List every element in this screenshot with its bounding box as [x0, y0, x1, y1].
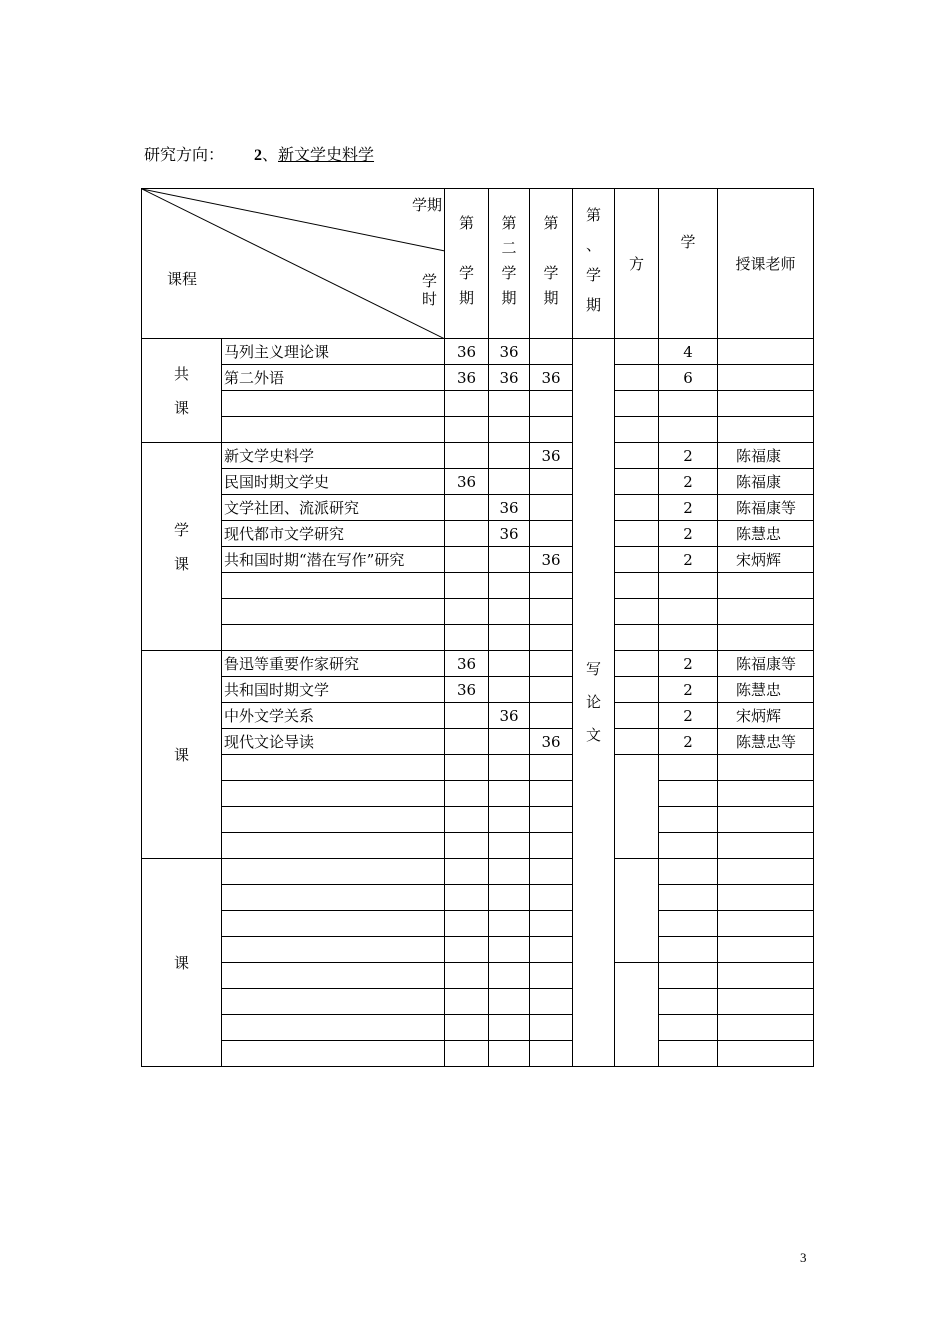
semester-2-hours-cell: 36 — [489, 495, 530, 521]
teacher-cell — [718, 1041, 814, 1067]
table-row — [142, 391, 814, 417]
table-row — [142, 859, 814, 885]
semester-1-hours-cell — [445, 703, 489, 729]
course-name-cell — [222, 833, 445, 859]
course-name-cell — [222, 573, 445, 599]
method-cell — [615, 651, 659, 677]
semester-2-hours-cell — [489, 859, 530, 885]
method-cell — [615, 859, 659, 963]
course-name-cell — [222, 625, 445, 651]
h-sem3-char: 期 — [543, 288, 559, 307]
h-sem2-char: 二 — [501, 238, 517, 257]
semester-3-hours-cell — [530, 417, 573, 443]
credit-cell — [659, 417, 718, 443]
table-row — [142, 703, 814, 729]
teacher-cell — [718, 781, 814, 807]
credit-cell — [659, 807, 718, 833]
teacher-cell — [718, 911, 814, 937]
teacher-cell — [718, 885, 814, 911]
semester-2-hours-cell — [489, 677, 530, 703]
h-sem2-char: 学 — [501, 263, 517, 282]
credit-cell — [659, 833, 718, 859]
semester-2-hours-cell — [489, 781, 530, 807]
credit-cell — [659, 1041, 718, 1067]
semester-2-hours-cell — [489, 807, 530, 833]
course-name-cell — [222, 599, 445, 625]
teacher-cell — [718, 859, 814, 885]
h-sem1-char: 期 — [458, 288, 474, 307]
credit-cell — [659, 859, 718, 885]
h-sem4-char: 学 — [585, 265, 601, 284]
course-name-cell — [222, 859, 445, 885]
credit-cell — [659, 573, 718, 599]
semester-1-hours-cell — [445, 755, 489, 781]
diagonal-header-cell — [142, 189, 445, 339]
semester-1-hours-cell — [445, 989, 489, 1015]
table-row — [142, 963, 814, 989]
semester-2-hours-cell: 36 — [489, 339, 530, 365]
semester-2-hours-cell — [489, 989, 530, 1015]
table-row — [142, 833, 814, 859]
semester-1-hours-cell — [445, 495, 489, 521]
semester-1-hours-cell — [445, 547, 489, 573]
semester-1-hours-cell — [445, 911, 489, 937]
semester-3-hours-cell — [530, 703, 573, 729]
semester-2-hours-cell — [489, 755, 530, 781]
method-cell — [615, 703, 659, 729]
method-cell — [615, 677, 659, 703]
table-row — [142, 911, 814, 937]
teacher-cell — [718, 833, 814, 859]
diagonal-lines — [142, 189, 445, 339]
teacher-cell: 陈福康 — [718, 443, 814, 469]
credit-cell — [659, 885, 718, 911]
semester-2-hours-cell — [489, 1015, 530, 1041]
page-number: 3 — [800, 1250, 807, 1265]
teacher-cell — [718, 391, 814, 417]
semester-1-hours-cell — [445, 1015, 489, 1041]
semester-3-hours-cell — [530, 807, 573, 833]
table-row — [142, 989, 814, 1015]
semester-3-hours-cell — [530, 573, 573, 599]
credit-cell — [659, 1015, 718, 1041]
header-semester-3 — [530, 189, 573, 339]
table-row — [142, 755, 814, 781]
semester-2-hours-cell: 36 — [489, 521, 530, 547]
credit-cell — [659, 963, 718, 989]
credit-cell: 2 — [659, 495, 718, 521]
semester-1-hours-cell — [445, 807, 489, 833]
method-cell — [615, 963, 659, 1067]
h-sem2-char: 第 — [501, 213, 517, 232]
table-row — [142, 599, 814, 625]
credit-cell — [659, 391, 718, 417]
category-char: 课 — [173, 953, 189, 972]
teacher-cell — [718, 989, 814, 1015]
teacher-cell — [718, 963, 814, 989]
teacher-cell: 宋炳辉 — [718, 547, 814, 573]
table-row — [142, 677, 814, 703]
semester-1-hours-cell — [445, 729, 489, 755]
thesis-char: 文 — [585, 726, 601, 744]
semester-1-hours-cell — [445, 521, 489, 547]
course-name-cell: 共和国时期文学 — [222, 677, 445, 703]
method-cell — [615, 729, 659, 755]
credit-cell: 6 — [659, 365, 718, 391]
table-row — [142, 781, 814, 807]
course-name-cell: 中外文学关系 — [222, 703, 445, 729]
semester-2-hours-cell — [489, 625, 530, 651]
corner-label-hours-2: 时 — [422, 290, 438, 308]
course-name-cell: 第二外语 — [222, 365, 445, 391]
teacher-cell: 陈慧忠 — [718, 521, 814, 547]
method-cell — [615, 339, 659, 365]
table-row — [142, 807, 814, 833]
credit-cell — [659, 755, 718, 781]
semester-1-hours-cell — [445, 833, 489, 859]
category-char: 课 — [173, 554, 189, 573]
semester-3-hours-cell — [530, 911, 573, 937]
semester-2-hours-cell — [489, 1041, 530, 1067]
semester-3-hours-cell — [530, 989, 573, 1015]
semester-3-hours-cell — [530, 1015, 573, 1041]
course-name-cell: 现代文论导读 — [222, 729, 445, 755]
h-sem1-char: 学 — [458, 263, 474, 282]
semester-3-hours-cell — [530, 963, 573, 989]
semester-3-hours-cell — [530, 833, 573, 859]
semester-2-hours-cell — [489, 885, 530, 911]
teacher-cell — [718, 599, 814, 625]
course-name-cell — [222, 1041, 445, 1067]
h-sem3-char — [530, 239, 572, 264]
table-row — [142, 469, 814, 495]
method-cell — [615, 573, 659, 599]
method-cell — [615, 417, 659, 443]
category-char: 课 — [173, 745, 189, 764]
semester-1-hours-cell: 36 — [445, 339, 489, 365]
teacher-cell — [718, 755, 814, 781]
semester-3-hours-cell — [530, 495, 573, 521]
semester-2-hours-cell — [489, 469, 530, 495]
table-row — [142, 651, 814, 677]
credit-cell — [659, 989, 718, 1015]
category-char: 学 — [173, 520, 189, 539]
table-row — [142, 1015, 814, 1041]
teacher-cell: 宋炳辉 — [718, 703, 814, 729]
semester-3-hours-cell — [530, 781, 573, 807]
course-name-cell — [222, 417, 445, 443]
header-row — [142, 189, 814, 339]
course-category-cell — [142, 339, 222, 443]
course-name-cell: 马列主义理论课 — [222, 339, 445, 365]
semester-1-hours-cell — [445, 963, 489, 989]
heading-number: 2 — [254, 147, 262, 164]
semester-3-hours-cell: 36 — [530, 729, 573, 755]
semester-1-hours-cell — [445, 443, 489, 469]
credit-cell: 4 — [659, 339, 718, 365]
credit-cell — [659, 599, 718, 625]
teacher-cell — [718, 365, 814, 391]
course-name-cell — [222, 1015, 445, 1041]
teacher-cell — [718, 339, 814, 365]
table-row — [142, 1041, 814, 1067]
course-name-cell: 民国时期文学史 — [222, 469, 445, 495]
semester-2-hours-cell — [489, 573, 530, 599]
table-row — [142, 417, 814, 443]
header-semester-4 — [573, 189, 615, 339]
header-credit: 学 — [659, 189, 718, 339]
semester-3-hours-cell — [530, 677, 573, 703]
table-row — [142, 937, 814, 963]
research-direction-heading — [144, 142, 375, 165]
semester-1-hours-cell — [445, 417, 489, 443]
teacher-cell: 陈慧忠 — [718, 677, 814, 703]
course-category-cell — [142, 859, 222, 1067]
thesis-semester-cell — [573, 339, 615, 1067]
semester-2-hours-cell — [489, 651, 530, 677]
semester-2-hours-cell — [489, 963, 530, 989]
semester-2-hours-cell — [489, 417, 530, 443]
credit-cell: 2 — [659, 677, 718, 703]
method-cell — [615, 469, 659, 495]
credit-cell — [659, 781, 718, 807]
semester-1-hours-cell — [445, 885, 489, 911]
header-teacher: 授课老师 — [718, 189, 814, 339]
table-row — [142, 729, 814, 755]
semester-2-hours-cell — [489, 833, 530, 859]
heading-separator: 、 — [262, 145, 279, 164]
thesis-char: 论 — [585, 693, 601, 711]
category-char: 课 — [173, 398, 189, 417]
credit-cell — [659, 625, 718, 651]
semester-1-hours-cell — [445, 781, 489, 807]
table-row — [142, 365, 814, 391]
credit-cell: 2 — [659, 443, 718, 469]
course-category-cell — [142, 443, 222, 651]
curriculum-table — [141, 188, 814, 1067]
h-sem1-char: 第 — [458, 213, 474, 232]
course-name-cell — [222, 807, 445, 833]
course-name-cell: 新文学史料学 — [222, 443, 445, 469]
semester-3-hours-cell — [530, 859, 573, 885]
course-name-cell: 鲁迅等重要作家研究 — [222, 651, 445, 677]
method-cell — [615, 443, 659, 469]
course-name-cell — [222, 755, 445, 781]
credit-cell: 2 — [659, 651, 718, 677]
semester-3-hours-cell — [530, 339, 573, 365]
header-semester-1 — [445, 189, 489, 339]
semester-2-hours-cell: 36 — [489, 703, 530, 729]
teacher-cell: 陈慧忠等 — [718, 729, 814, 755]
table-row — [142, 339, 814, 365]
corner-label-semester: 学期 — [412, 196, 443, 214]
semester-2-hours-cell — [489, 911, 530, 937]
method-cell — [615, 755, 659, 859]
method-cell — [615, 391, 659, 417]
semester-3-hours-cell: 36 — [530, 547, 573, 573]
teacher-cell — [718, 625, 814, 651]
credit-cell: 2 — [659, 547, 718, 573]
course-name-cell: 共和国时期“潜在写作”研究 — [222, 547, 445, 573]
method-cell — [615, 521, 659, 547]
semester-1-hours-cell — [445, 1041, 489, 1067]
credit-cell — [659, 937, 718, 963]
teacher-cell: 陈福康 — [718, 469, 814, 495]
heading-direction — [254, 142, 374, 165]
corner-label-hours-1: 学 — [422, 272, 438, 290]
table-row — [142, 547, 814, 573]
semester-3-hours-cell: 36 — [530, 365, 573, 391]
course-name-cell: 文学社团、流派研究 — [222, 495, 445, 521]
table-row — [142, 443, 814, 469]
semester-2-hours-cell — [489, 547, 530, 573]
method-cell — [615, 495, 659, 521]
course-name-cell — [222, 937, 445, 963]
semester-3-hours-cell — [530, 521, 573, 547]
h-sem3-char: 学 — [543, 263, 559, 282]
heading-label: 研究方向： — [144, 145, 225, 164]
method-cell — [615, 625, 659, 651]
semester-3-hours-cell — [530, 599, 573, 625]
teacher-cell — [718, 573, 814, 599]
course-category-cell — [142, 651, 222, 859]
semester-2-hours-cell — [489, 729, 530, 755]
table-row — [142, 495, 814, 521]
semester-1-hours-cell — [445, 859, 489, 885]
method-cell — [615, 599, 659, 625]
semester-3-hours-cell: 36 — [530, 443, 573, 469]
semester-3-hours-cell — [530, 391, 573, 417]
course-name-cell — [222, 911, 445, 937]
semester-1-hours-cell: 36 — [445, 469, 489, 495]
corner-label-course: 课程 — [167, 270, 198, 288]
semester-2-hours-cell — [489, 599, 530, 625]
semester-1-hours-cell — [445, 599, 489, 625]
course-name-cell — [222, 963, 445, 989]
table-row — [142, 521, 814, 547]
header-method: 方 — [615, 189, 659, 339]
semester-1-hours-cell — [445, 937, 489, 963]
semester-1-hours-cell: 36 — [445, 365, 489, 391]
semester-1-hours-cell — [445, 391, 489, 417]
semester-3-hours-cell — [530, 625, 573, 651]
course-name-cell — [222, 781, 445, 807]
method-cell — [615, 365, 659, 391]
category-char: 共 — [173, 364, 189, 383]
h-sem1-char — [445, 239, 488, 264]
semester-1-hours-cell: 36 — [445, 677, 489, 703]
table-row — [142, 885, 814, 911]
course-name-cell — [222, 885, 445, 911]
table-row — [142, 573, 814, 599]
method-cell — [615, 547, 659, 573]
h-sem4-char: 第 — [585, 205, 601, 224]
semester-2-hours-cell — [489, 443, 530, 469]
course-name-cell: 现代都市文学研究 — [222, 521, 445, 547]
teacher-cell: 陈福康等 — [718, 651, 814, 677]
credit-cell: 2 — [659, 469, 718, 495]
semester-1-hours-cell — [445, 625, 489, 651]
credit-cell: 2 — [659, 703, 718, 729]
teacher-cell — [718, 807, 814, 833]
semester-3-hours-cell — [530, 469, 573, 495]
course-name-cell — [222, 391, 445, 417]
teacher-cell — [718, 937, 814, 963]
semester-2-hours-cell — [489, 937, 530, 963]
teacher-cell — [718, 1015, 814, 1041]
heading-direction-name: 新文学史料学 — [278, 145, 375, 164]
h-sem4-char: 期 — [585, 295, 601, 314]
h-sem2-char: 期 — [501, 288, 517, 307]
h-sem3-char: 第 — [543, 213, 559, 232]
credit-cell — [659, 911, 718, 937]
semester-1-hours-cell — [445, 573, 489, 599]
semester-3-hours-cell — [530, 651, 573, 677]
semester-3-hours-cell — [530, 755, 573, 781]
semester-1-hours-cell: 36 — [445, 651, 489, 677]
h-sem4-char: 、 — [585, 235, 601, 254]
teacher-cell — [718, 417, 814, 443]
course-name-cell — [222, 989, 445, 1015]
semester-2-hours-cell: 36 — [489, 365, 530, 391]
semester-3-hours-cell — [530, 885, 573, 911]
semester-3-hours-cell — [530, 937, 573, 963]
table-row — [142, 625, 814, 651]
thesis-char: 写 — [585, 660, 601, 678]
header-semester-2 — [489, 189, 530, 339]
credit-cell: 2 — [659, 521, 718, 547]
semester-2-hours-cell — [489, 391, 530, 417]
teacher-cell: 陈福康等 — [718, 495, 814, 521]
credit-cell: 2 — [659, 729, 718, 755]
semester-3-hours-cell — [530, 1041, 573, 1067]
